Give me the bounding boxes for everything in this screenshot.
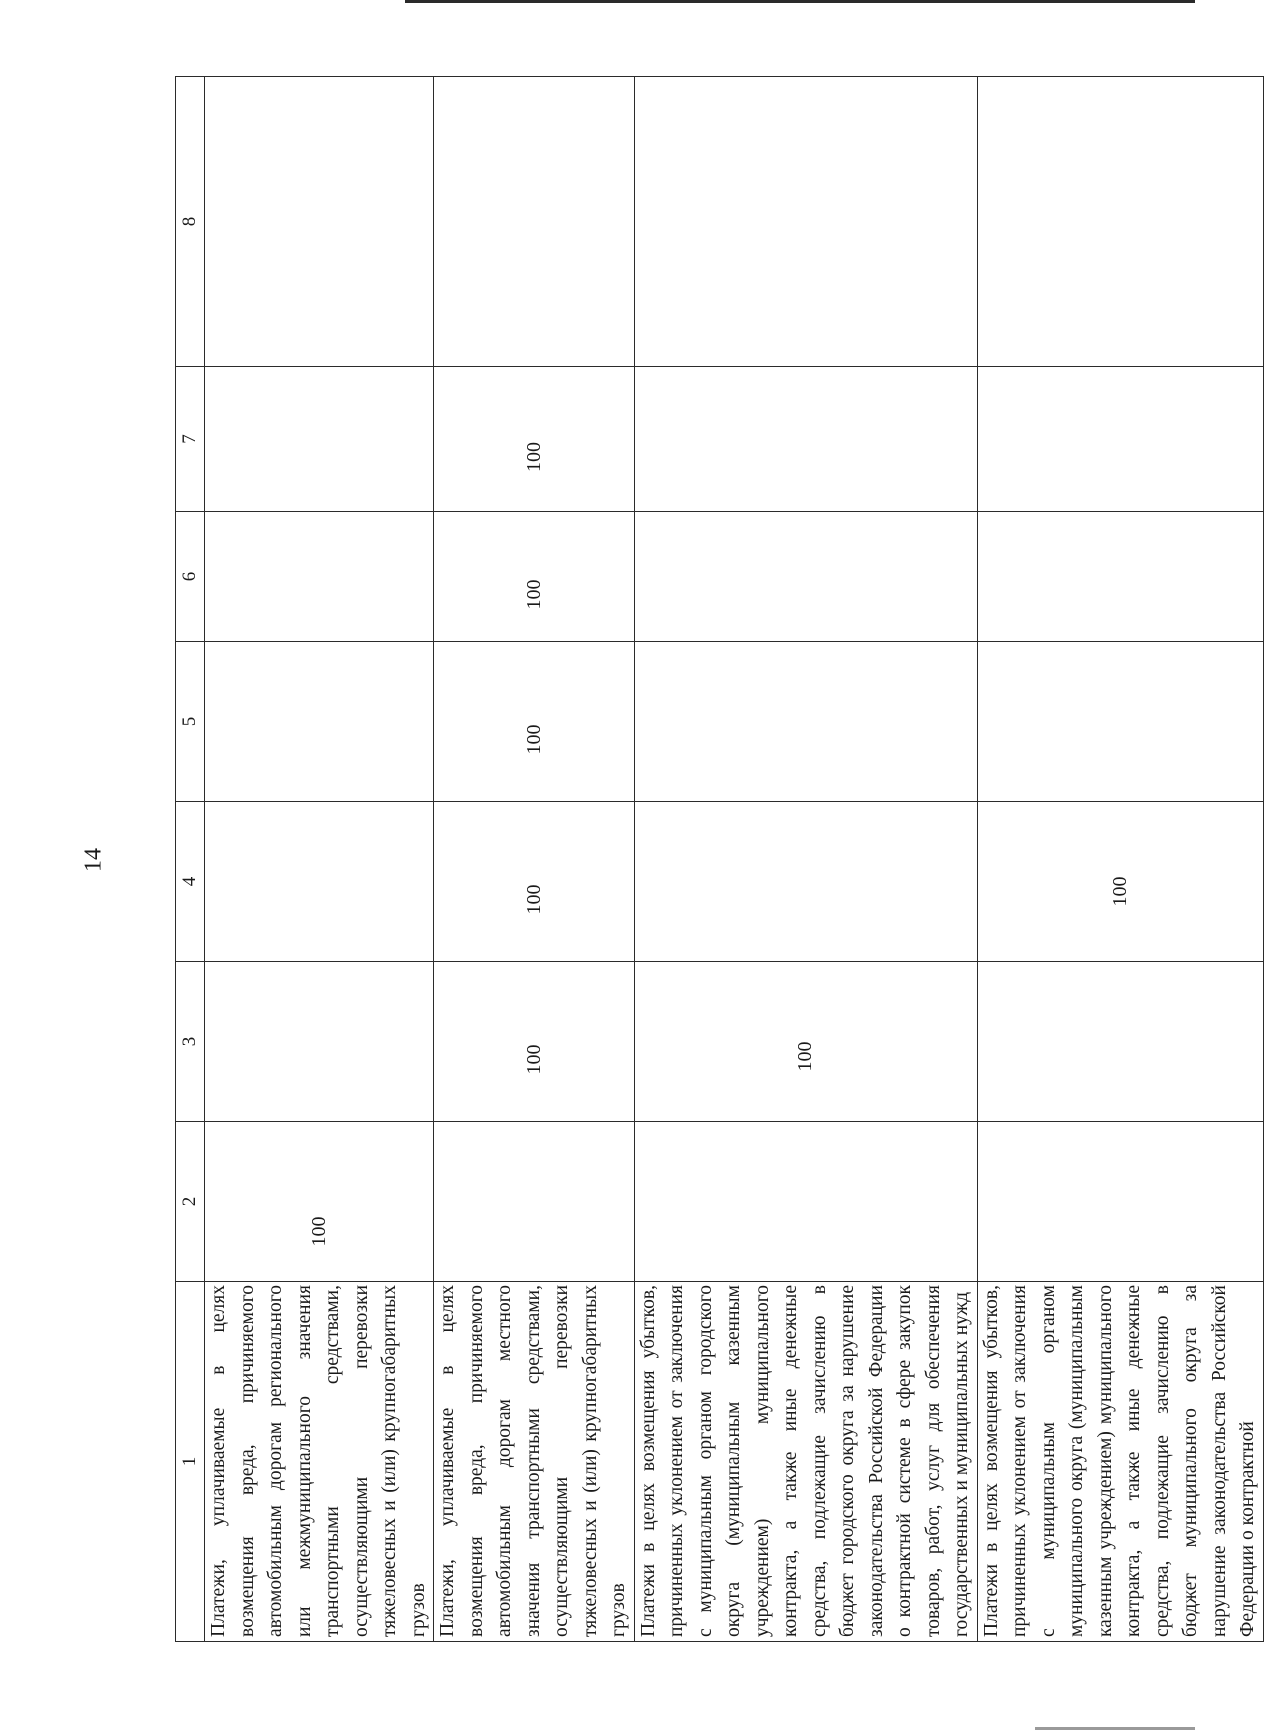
table-row <box>634 77 977 1642</box>
table-row <box>434 77 635 1642</box>
value-cell <box>205 367 434 512</box>
cell-value: 100 <box>522 579 545 610</box>
value-cell <box>634 367 977 512</box>
cell-value: 100 <box>522 442 545 472</box>
value-cell <box>977 962 1263 1122</box>
value-cell <box>634 1122 977 1282</box>
value-cell <box>977 512 1263 642</box>
value-cell <box>434 1122 635 1282</box>
column-header: 5 <box>176 642 205 802</box>
value-cell <box>634 962 977 1122</box>
row-description: Платежи в целях возмещения убытков, причиненных уклонением от заключения с муниципальным органом муниципального округа (муниципальным казенным учреждением) муниципального контракта, а также иные денежные средства, подлежащие зачислению в бюджет муниципального округа за нарушение законодательства Российской Федерации о контрактной <box>977 1282 1263 1642</box>
value-cell <box>205 642 434 802</box>
value-cell <box>434 802 635 962</box>
column-header: 3 <box>176 962 205 1122</box>
cell-value: 100 <box>1108 876 1131 907</box>
value-cell <box>434 962 635 1122</box>
cell-value: 100 <box>522 884 545 915</box>
column-header: 7 <box>176 367 205 512</box>
column-header: 2 <box>176 1122 205 1282</box>
column-header: 6 <box>176 512 205 642</box>
value-cell <box>205 962 434 1122</box>
column-header: 4 <box>176 802 205 962</box>
row-description: Платежи, уплачиваемые в целях возмещения вреда, причиняемого автомобильным дорогам местного значения транспортными средствами, осуществляющими перевозки тяжеловесных и (или) крупногабаритных грузов <box>434 1282 635 1642</box>
value-cell <box>434 642 635 802</box>
table-row <box>977 77 1263 1642</box>
row-description: Платежи, уплачиваемые в целях возмещения вреда, причиняемого автомобильным дорогам регионального или межмуниципального значения транспортными средствами, осуществляющими перевозки тяжеловесных и (или) крупногабаритных грузов <box>205 1282 434 1642</box>
table-row <box>205 77 434 1642</box>
cell-value: 100 <box>522 1044 545 1075</box>
value-cell <box>205 512 434 642</box>
value-cell <box>634 802 977 962</box>
cell-value: 100 <box>522 724 545 755</box>
revenue-table-container <box>175 77 1258 1642</box>
value-cell <box>434 77 635 367</box>
value-cell <box>977 77 1263 367</box>
value-cell <box>977 802 1263 962</box>
value-cell <box>205 802 434 962</box>
value-cell <box>977 642 1263 802</box>
value-cell <box>205 77 434 367</box>
column-header: 8 <box>176 77 205 367</box>
value-cell <box>634 77 977 367</box>
value-cell <box>634 512 977 642</box>
table-header-row <box>176 77 205 1642</box>
cell-value: 100 <box>794 1041 817 1072</box>
value-cell <box>977 1122 1263 1282</box>
row-description: Платежи в целях возмещения убытков, причиненных уклонением от заключения с муниципальным органом городского округа (муниципальным казенным учреждением) муниципального контракта, а также иные денежные средства, подлежащие зачислению в бюджет городского округа за нарушение законодательства Российской Федерации о контрактной системе в сфере закупок товаров, работ, услуг для обеспечения государственных и муниципальных нужд <box>634 1282 977 1642</box>
value-cell <box>205 1122 434 1282</box>
value-cell <box>434 367 635 512</box>
page-number: 14 <box>80 848 107 872</box>
value-cell <box>434 512 635 642</box>
column-header: 1 <box>176 1282 205 1642</box>
value-cell <box>634 642 977 802</box>
scan-edge-top <box>405 0 1195 3</box>
cell-value: 100 <box>307 1216 330 1247</box>
revenue-distribution-table <box>175 76 1264 1642</box>
value-cell <box>977 367 1263 512</box>
